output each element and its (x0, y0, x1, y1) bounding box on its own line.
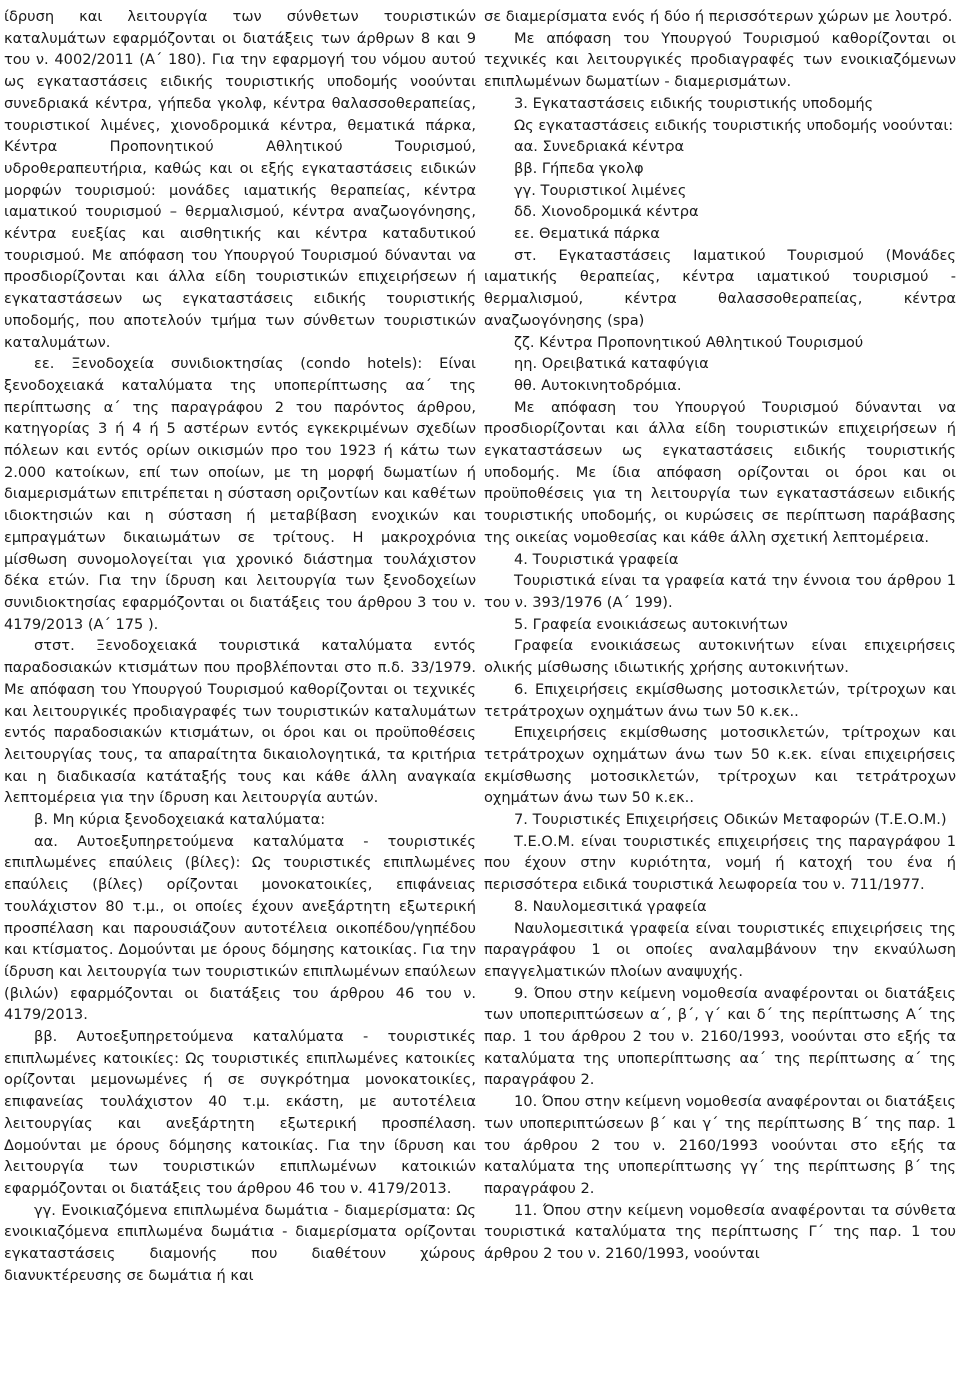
paragraph: ίδρυση και λειτουργία των σύνθετων τουριστικών καταλυμάτων εφαρμόζονται οι διατάξεις των άρθρων 8 και 9 του ν. 4002/2011 (Α΄ 180). Για την εφαρμογή του νόμου αυτού ως εγκαταστάσεις ειδικής τουριστικής υποδομής νοούνται συνεδριακά κέντρα, γήπεδα γκολφ, κέντρα θαλασσοθεραπείας, τουριστικοί λιμένες, χιονοδρομικά κέντρα, θεματικά πάρκα, Κέντρα Προπονητικού Αθλητικού Τουρισμού, υδροθεραπευτήρια, καθώς και οι εξής εγκαταστάσεις ειδικών μορφών τουρισμού: μονάδες ιαματικής θεραπείας, κέντρα ιαματικού τουρισμού – θερμαλισμού, κέντρα αναζωογόνησης, κέντρα ευεξίας και αισθητικής και κέντρα καταδυτικού τουρισμού. Με απόφαση του Υπουργού Τουρισμού δύνανται να προσδιορίζονται και άλλα είδη τουριστικών επιχειρήσεων ή εγκαταστάσεων ως εγκαταστάσεις ειδικής τουριστικής υποδομής, που αποτελούν τμήμα των σύνθετων τουριστικών καταλυμάτων. (4, 8, 476, 351)
section-heading: 8. Ναυλομεσιτικά γραφεία (514, 897, 707, 915)
paragraph: 10. Όπου στην κείμενη νομοθεσία αναφέρονται οι διατάξεις των υποπεριπτώσεων β΄ και γ΄ της περίπτωσης Β΄ της παρ. 1 του άρθρου 2 του ν. 2160/1993 νοούνται στο εξής τα καταλύματα της υποπερίπτωσης γγ΄ της περίπτωσης β΄ της παραγράφου 2. (484, 1093, 956, 1197)
paragraph: 9. Όπου στην κείμενη νομοθεσία αναφέρονται οι διατάξεις των υποπεριπτώσεων α΄, β΄, γ΄ και δ΄ της περίπτωσης Α΄ της παρ. 1 του άρθρου 2 του ν. 2160/1993, νοούνται στο εξής τα καταλύματα της υποπερίπτωσης αα΄ της περίπτωσης α΄ της παραγράφου 2. (484, 984, 956, 1089)
list-item: στ. Εγκαταστάσεις Ιαματικού Τουρισμού (Μονάδες ιαματικής θεραπείας, κέντρα ιαματικού τουρισμού - θερμαλισμού, κέντρα θαλασσοθεραπείας, κέντρα αναζωογόνησης (spa) (484, 246, 956, 329)
list-item: δδ. Χιονοδρομικά κέντρα (514, 203, 699, 221)
right-column (484, 6, 956, 1374)
list-item: αα. Συνεδριακά κέντρα (514, 138, 685, 156)
list-item: ηη. Ορειβατικά καταφύγια (514, 355, 709, 373)
left-column (4, 6, 476, 1374)
paragraph: στστ. Ξενοδοχειακά τουριστικά καταλύματα εντός παραδοσιακών κτισμάτων που προβλέπονται στο π.δ. 33/1979. Με απόφαση του Υπουργού Τουρισμού καθορίζονται οι τεχνικές και λειτουργικές προδιαγραφές των τουριστικών καταλυμάτων εντός παραδοσιακών κτισμάτων, οι όροι και οι προϋποθέσεις λειτουργίας τους, τα απαραίτητα δικαιολογητικά, τα κριτήρια και η διαδικασία κατάταξής τους και κάθε άλλη αναγκαία λεπτομέρεια για την ίδρυση και λειτουργία αυτών. (4, 637, 476, 807)
paragraph: Γραφεία ενοικιάσεως αυτοκινήτων είναι επιχειρήσεις ολικής μίσθωσης ιδιωτικής χρήσης αυτοκινήτων. (484, 637, 956, 677)
paragraph: γγ. Ενοικιαζόμενα επιπλωμένα δωμάτια - διαμερίσματα: Ως ενοικιαζόμενα επιπλωμένα δωμάτια - διαμερίσματα ορίζονται εγκαταστάσεις διαμονής που διαθέτουν χώρους διανυκτέρευσης σε δωμάτια ή και (4, 1201, 476, 1284)
paragraph: 11. Όπου στην κείμενη νομοθεσία αναφέρονται τα σύνθετα τουριστικά καταλύματα της περίπτωσης Γ΄ της παρ. 1 του άρθρου 2 του ν. 2160/1993, νοούνται (484, 1201, 956, 1263)
paragraph: β. Μη κύρια ξενοδοχειακά καταλύματα: (34, 811, 326, 829)
paragraph: Ως εγκαταστάσεις ειδικής τουριστικής υποδομής νοούνται: (514, 116, 954, 134)
section-heading: 5. Γραφεία ενοικιάσεως αυτοκινήτων (514, 615, 788, 633)
list-item: θθ. Αυτοκινητοδρόμια. (514, 376, 682, 394)
section-heading: 4. Τουριστικά γραφεία (514, 550, 679, 568)
list-item: ββ. Γήπεδα γκολφ (514, 159, 644, 177)
paragraph: αα. Αυτοεξυπηρετούμενα καταλύματα - τουριστικές επιπλωμένες επαύλεις (βίλες): Ως τουριστικές επιπλωμένες επαύλεις (βίλες) ορίζονται μονοκατοικίες, επιφάνειας τουλάχιστον 80 τ.μ., οι οποίες έχουν ανεξάρτητη εξωτερική προσπέλαση και παρουσιάζουν αυτοτέλεια οικοπέδου/γηπέδου και κτίσματος. Δομούνται με όρους δόμησης κατοικίας. Για την ίδρυση και λειτουργία των τουριστικών επιπλωμένων επαύλεων (βιλών) εφαρμόζονται οι διατάξεις του άρθρου 46 του ν. 4179/2013. (4, 832, 476, 1024)
paragraph: σε διαμερίσματα ενός ή δύο ή περισσότερων χώρων με λουτρό. (484, 8, 953, 25)
section-heading: 3. Εγκαταστάσεις ειδικής τουριστικής υποδομής (514, 94, 874, 112)
list-item: γγ. Τουριστικοί λιμένες (514, 181, 687, 199)
section-heading: 6. Επιχειρήσεις εκμίσθωσης μοτοσικλετών, τρίτροχων και τετράτροχων οχημάτων άνω των 50 κ.εκ.. (484, 680, 956, 720)
section-heading: 7. Τουριστικές Επιχειρήσεις Οδικών Μεταφορών (Τ.Ε.Ο.Μ.) (514, 811, 947, 829)
list-item: ζζ. Κέντρα Προπονητικού Αθλητικού Τουρισμού (514, 333, 864, 351)
paragraph: ββ. Αυτοεξυπηρετούμενα καταλύματα - τουριστικές επιπλωμένες κατοικίες: Ως τουριστικές επιπλωμένες κατοικίες ορίζονται μεμονωμένες ή σε συγκρότημα μονοκατοικίες, επιφανείας τουλάχιστον 40 τ.μ. εκάστη, με αυτοτέλεια λειτουργίας και ανεξάρτητη εξωτερική προσπέλαση. Δομούνται με όρους δόμησης κατοικίας. Για την ίδρυση και λειτουργία των τουριστικών επιπλωμένων κατοικιών εφαρμόζονται οι διατάξεις του άρθρου 46 του ν. 4179/2013. (4, 1028, 476, 1197)
paragraph: Επιχειρήσεις εκμίσθωσης μοτοσικλετών, τρίτροχων και τετράτροχων οχημάτων άνω των 50 κ.εκ. είναι επιχειρήσεις εκμίσθωσης μοτοσικλετών, τρίτροχων και τετράτροχων οχημάτων άνω των 50 κ.εκ.. (484, 724, 956, 807)
paragraph: εε. Ξενοδοχεία συνιδιοκτησίας (condo hotels): Είναι ξενοδοχειακά καταλύματα της υποπερίπτωσης αα΄ της περίπτωσης α΄ της παραγράφου 2 του παρόντος άρθρου, κατηγορίας 3 ή 4 ή 5 αστέρων εντός εγκεκριμένων σχεδίων πόλεων και εντός ορίων οικισμών προ του 1923 ή κάτω των 2.000 κατοίκων, επί των οποίων, με τη μορφή δωματίων ή διαμερισμάτων επιτρέπεται η σύσταση οριζοντίων και καθέτων ιδιοκτησιών και η σύσταση ή μεταβίβαση ενοχικών και εμπραγμάτων δικαιωμάτων σε τρίτους. Η μακροχρόνια μίσθωση συνομολογείται για χρονικό διάστημα τουλάχιστον δέκα ετών. Για την ίδρυση και λειτουργία των ξενοδοχείων συνιδιοκτησίας εφαρμόζονται οι διατάξεις του άρθρου 3 του ν. 4179/2013 (Α΄ 175 ). (4, 355, 476, 633)
paragraph: Με απόφαση του Υπουργού Τουρισμού καθορίζονται οι τεχνικές και λειτουργικές προδιαγραφές των ενοικιαζόμενων επιπλωμένων δωματίων - διαμερισμάτων. (484, 29, 956, 91)
list-item: εε. Θεματικά πάρκα (514, 225, 660, 243)
paragraph: Με απόφαση του Υπουργού Τουρισμού δύνανται να προσδιορίζονται και άλλα είδη τουριστικών επιχειρήσεων ή εγκαταστάσεων ως εγκαταστάσεις ειδικής τουριστικής υποδομής. Με ίδια απόφαση ορίζονται οι όροι και οι προϋποθέσεις για τη λειτουργία των εγκαταστάσεων ειδικής τουριστικής υποδομής, οι κυρώσεις σε περίπτωση παράβασης της οικείας νομοθεσίας και κάθε άλλη σχετική λεπτομέρεια. (484, 398, 956, 546)
paragraph: Ναυλομεσιτικά γραφεία είναι τουριστικές επιχειρήσεις της παραγράφου 1 οι οποίες αναλαμβάνουν την εκναύλωση επαγγελματικών πλοίων αναψυχής. (484, 919, 956, 980)
paragraph: Τ.Ε.Ο.Μ. είναι τουριστικές επιχειρήσεις της παραγράφου 1 που έχουν στην κυριότητα, νομή ή κατοχή του ένα ή περισσότερα ειδικά τουριστικά λεωφορεία του ν. 711/1977. (484, 832, 956, 894)
paragraph: Τουριστικά είναι τα γραφεία κατά την έννοια του άρθρου 1 του ν. 393/1976 (Α΄ 199). (484, 572, 956, 611)
